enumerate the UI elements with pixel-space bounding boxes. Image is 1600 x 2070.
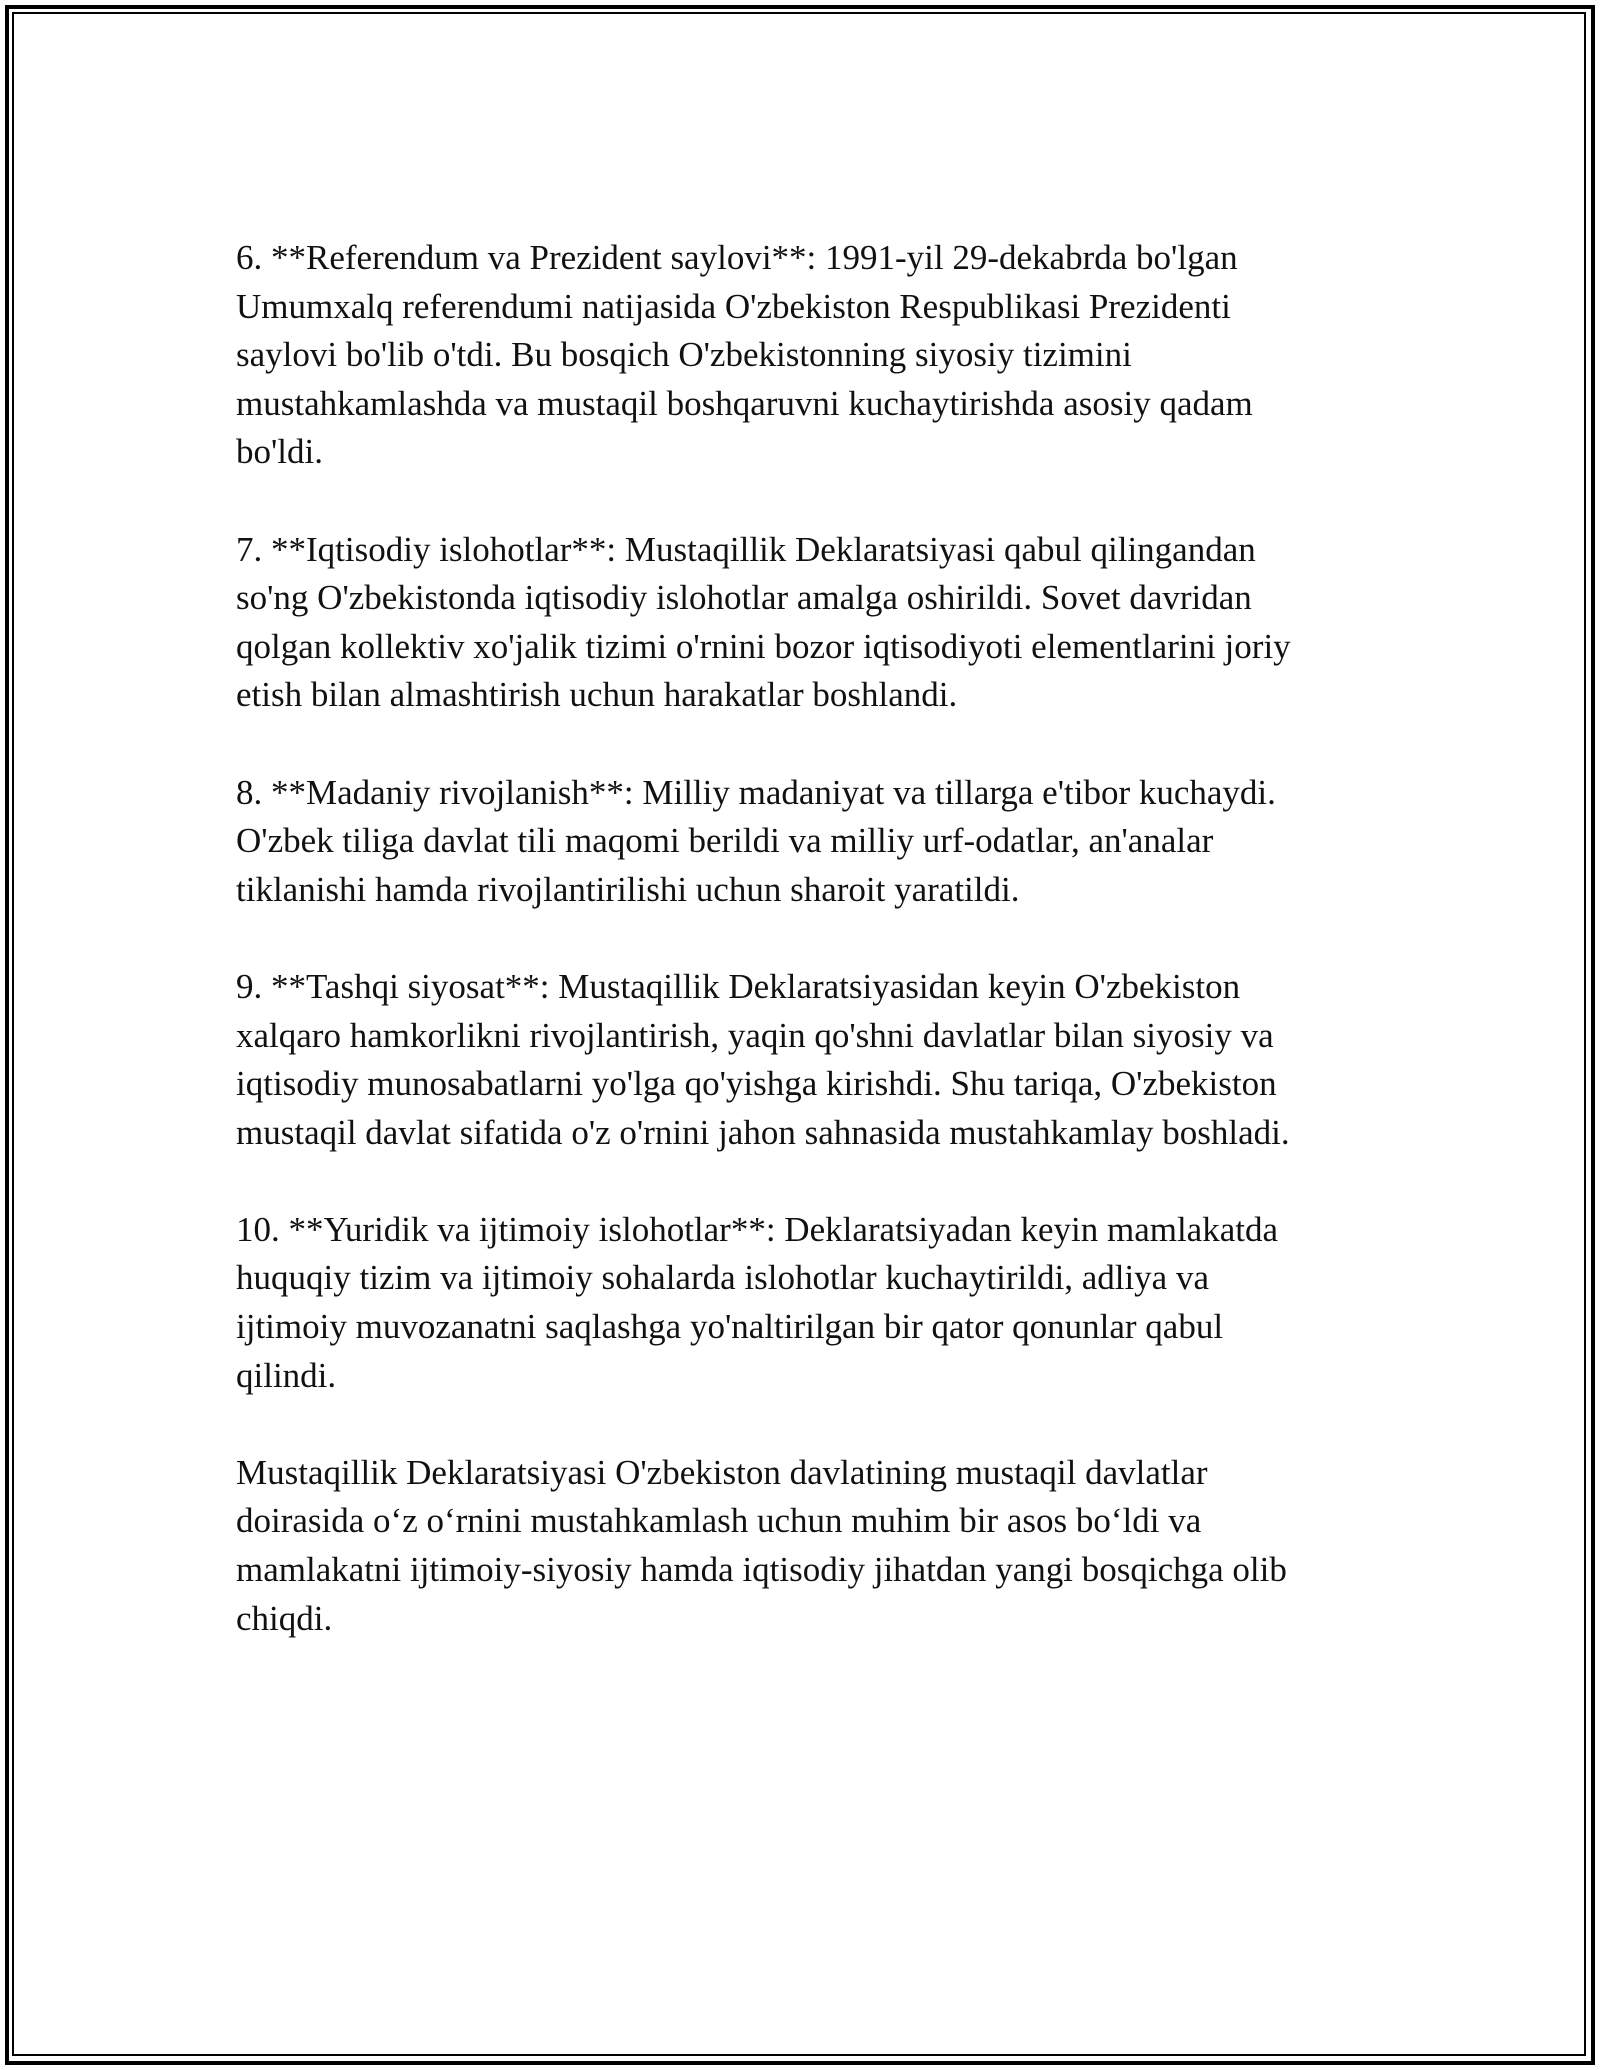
- document-body: [236, 234, 1366, 1643]
- paragraph-foreign-policy: 9. **Tashqi siyosat**: Mustaqillik Deklaratsiyasidan keyin O'zbekiston xalqaro hamkorlikni rivojlantirish, yaqin qo'shni davlatlar bilan siyosiy va iqtisodiy munosabatlarni yo'lga qo'yishga kirishdi. Shu tariqa, O'zbekiston mustaqil davlat sifatida o'z o'rnini jahon sahnasida mustahkamlay boshladi.: [236, 966, 1290, 1152]
- paragraph-conclusion: Mustaqillik Deklaratsiyasi O'zbekiston davlatining mustaqil davlatlar doirasida o‘z o‘rnini mustahkamlash uchun muhim bir asos bo‘ldi va mamlakatni ijtimoiy-siyosiy hamda iqtisodiy jihatdan yangi bosqichga olib chiqdi.: [236, 1452, 1287, 1638]
- paragraph-economic-reforms: 7. **Iqtisodiy islohotlar**: Mustaqillik Deklaratsiyasi qabul qilingandan so'ng O'zbekistonda iqtisodiy islohotlar amalga oshirildi. Sovet davridan qolgan kollektiv xo'jalik tizimi o'rnini bozor iqtisodiyoti elementlarini joriy etish bilan almashtirish uchun harakatlar boshlandi.: [236, 529, 1291, 715]
- paragraph-cultural-development: 8. **Madaniy rivojlanish**: Milliy madaniyat va tillarga e'tibor kuchaydi. O'zbek tiliga davlat tili maqomi berildi va milliy urf-odatlar, an'analar tiklanishi hamda rivojlantirilishi uchun sharoit yaratildi.: [236, 772, 1276, 909]
- paragraph-referendum: 6. **Referendum va Prezident saylovi**: 1991-yil 29-dekabrda bo'lgan Umumxalq referendumi natijasida O'zbekiston Respublikasi Prezidenti saylovi bo'lib o'tdi. Bu bosqich O'zbekistonning siyosiy tizimini mustahkamlashda va mustaqil boshqaruvni kuchaytirishda asosiy qadam bo'ldi.: [236, 238, 1253, 472]
- paragraph-legal-social-reforms: 10. **Yuridik va ijtimoiy islohotlar**: Deklaratsiyadan keyin mamlakatda huquqiy tizim va ijtimoiy sohalarda islohotlar kuchaytirildi, adliya va ijtimoiy muvozanatni saqlashga yo'naltirilgan bir qator qonunlar qabul qilindi.: [236, 1209, 1279, 1395]
